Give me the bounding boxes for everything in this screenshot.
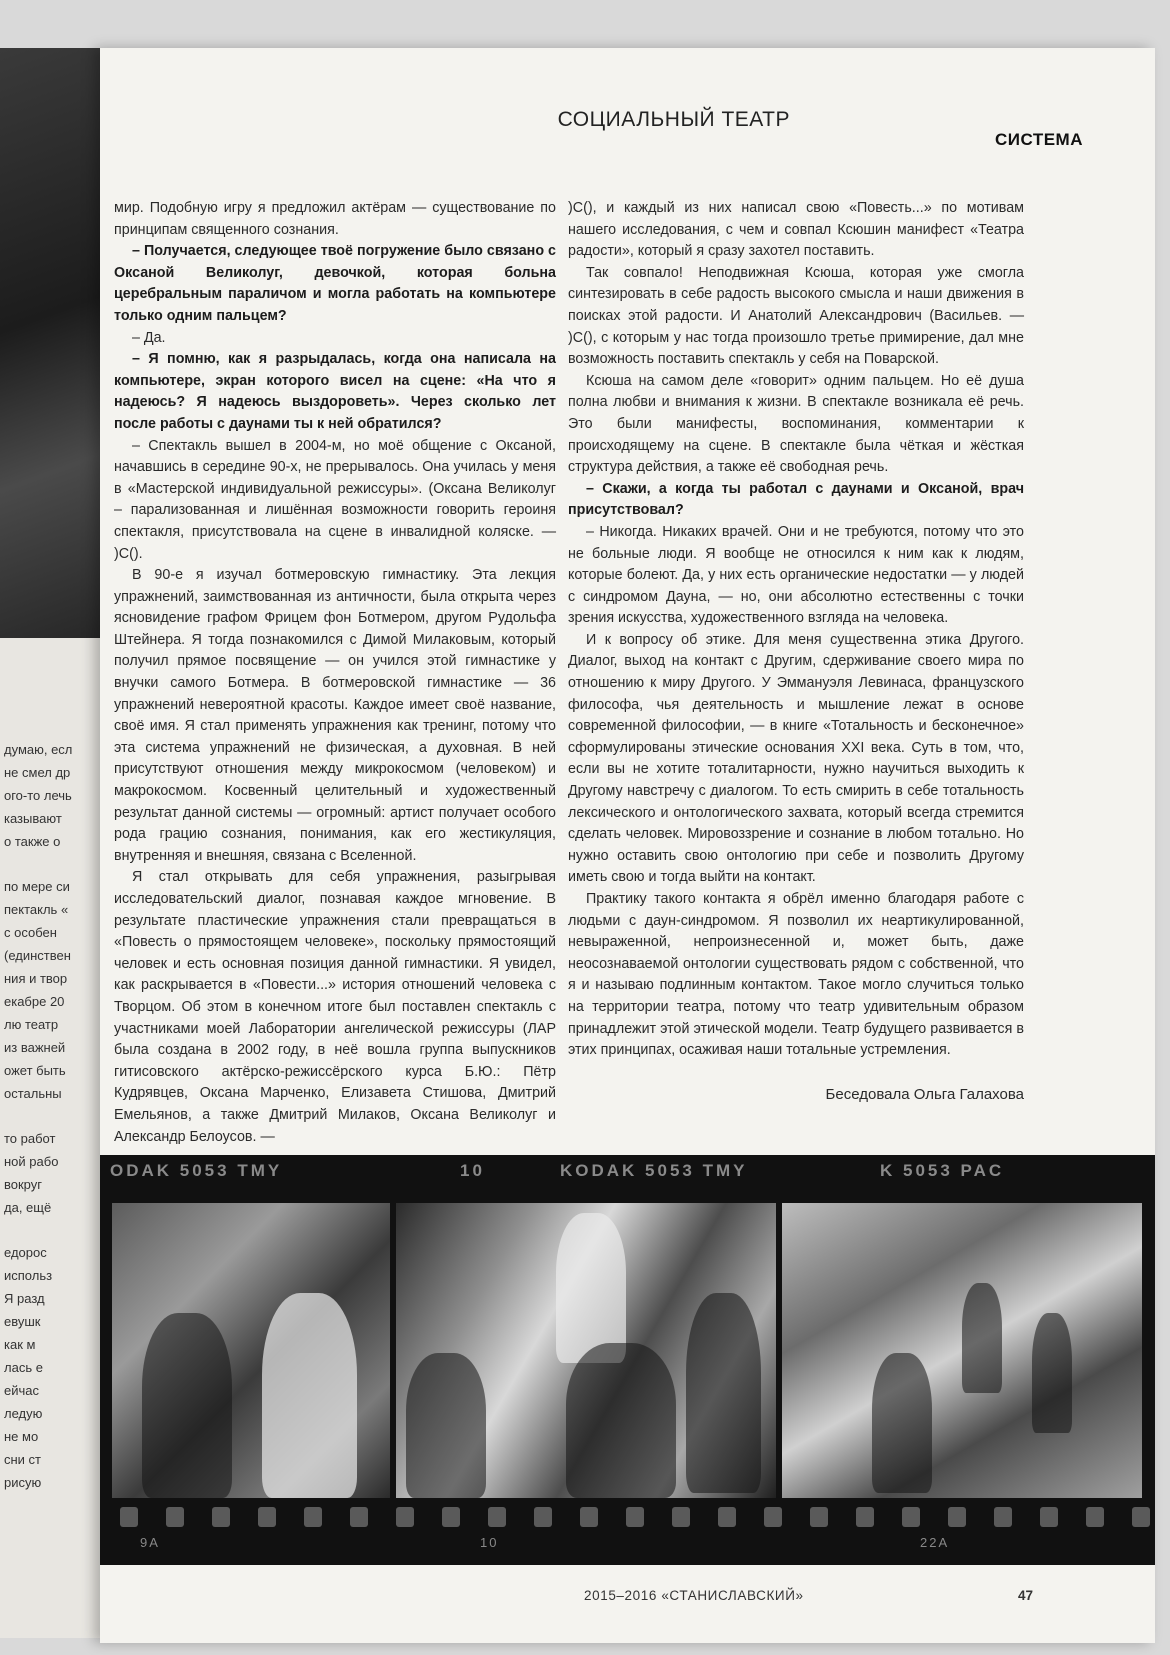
sprocket-hole bbox=[534, 1507, 552, 1527]
photo-frame-2 bbox=[396, 1203, 776, 1498]
previous-page-line: казывают bbox=[4, 811, 62, 826]
film-frame-number: 10 bbox=[480, 1535, 499, 1550]
sprocket-hole bbox=[810, 1507, 828, 1527]
previous-page-line: едорос bbox=[4, 1245, 47, 1260]
previous-page-line: (единствен bbox=[4, 948, 71, 963]
sprocket-hole bbox=[672, 1507, 690, 1527]
interview-question: – Я помню, как я разрыдалась, когда она написала на компьютере, экран которого висел на сцене: «На что я надеюсь? Я надеюсь выздороветь». Через сколько лет после работы с даунами ты к ней обратился? bbox=[114, 351, 556, 432]
film-frame-number: 9A bbox=[140, 1535, 160, 1550]
sprocket-hole bbox=[764, 1507, 782, 1527]
previous-page-line: то работ bbox=[4, 1131, 56, 1146]
sprocket-hole bbox=[120, 1507, 138, 1527]
interview-paragraph: Так совпало! Неподвижная Ксюша, которая уже смогла синтезировать в себе радость высокого смысла и наши движения в поисках этой радости. И Анатолий Александрович (Васильев. — )C(), с которым у нас тогда произошло третье примирение, дал мне возможность поставить спектакль у себя на Поварской. bbox=[568, 264, 1024, 368]
interview-paragraph: мир. Подобную игру я предложил актёрам — существование по принципам священного сознания. bbox=[114, 200, 556, 238]
previous-page-line: вокруг bbox=[4, 1177, 43, 1192]
interview-paragraph: – Спектакль вышел в 2004-м, но моё общение с Оксаной, начавшись в середине 90-х, не прерывалось. Она училась у меня в «Мастерской индивидуальной режиссуры». (Оксана Великолуг – парализованная и лишённая возможности говорить героиня спектакля, присутствовала на сцене в инвалидной коляске. — )C(). bbox=[114, 437, 556, 562]
sprocket-hole bbox=[258, 1507, 276, 1527]
sprocket-hole bbox=[304, 1507, 322, 1527]
interview-paragraph: )C(), и каждый из них написал свою «Повесть...» по мотивам нашего исследования, с чем и совпал Ксюшин манифест «Театра радости», который я сразу захотел поставить. bbox=[568, 200, 1024, 260]
journal-title: 2015–2016 «СТАНИСЛАВСКИЙ» bbox=[584, 1588, 804, 1603]
previous-page-line: думаю, есл bbox=[4, 742, 73, 757]
sprocket-hole bbox=[1040, 1507, 1058, 1527]
interview-paragraph: Практику такого контакта я обрёл именно благодаря работе с людьми с даун-синдромом. Я позволил их неартикулированной, невыраженной, непроизнесенной и, может быть, даже неосознаваемой онтологии существовать рядом с собственной, что я и называю подлинным контактом. Такое могло случиться только на территории театра, потому что театр удивительным образом принадлежит этой этической модели. Театр будущего развивается в этих принципах, осаживая наши тотальные устремления. bbox=[568, 891, 1024, 1059]
previous-page-line: ожет быть bbox=[4, 1063, 66, 1078]
previous-page-line: как м bbox=[4, 1337, 36, 1352]
sprocket-hole bbox=[902, 1507, 920, 1527]
previous-page-line: о также о bbox=[4, 834, 61, 849]
left-column bbox=[114, 198, 556, 1148]
sprocket-hole bbox=[1132, 1507, 1150, 1527]
previous-page-line: ния и твор bbox=[4, 971, 68, 986]
rubric-title: СИСТЕМА bbox=[994, 130, 1083, 149]
sprocket-hole bbox=[994, 1507, 1012, 1527]
sprocket-hole bbox=[396, 1507, 414, 1527]
previous-page-line: ейчас bbox=[4, 1383, 39, 1398]
previous-page-line: с особен bbox=[4, 925, 57, 940]
sprocket-hole bbox=[350, 1507, 368, 1527]
previous-page-line: ледую bbox=[4, 1406, 43, 1421]
right-column bbox=[568, 198, 1024, 1105]
previous-page-text bbox=[4, 738, 114, 1494]
film-sprocket-holes bbox=[100, 1507, 1155, 1529]
previous-page-line: лю театр bbox=[4, 1017, 59, 1032]
sprocket-hole bbox=[718, 1507, 736, 1527]
previous-page-line: ого-то лечь bbox=[4, 788, 72, 803]
previous-page-line: лась е bbox=[4, 1360, 43, 1375]
interview-paragraph: Я стал открывать для себя упражнения, разыгрывая исследовательский диалог, познавая каждое мгновение. В результате пластические упражнения стали превращаться в «Повесть о прямостоящем человеке», поскольку прямостоящий человек и есть основная позиция данной гимнастики. Я увидел, как раскрывается в «Повести...» история отношений человека с Творцом. Об этом в конечном итоге был поставлен спектакль с участниками моей Лаборатории ангелической режиссуры (ЛАР была создана в 2002 году, в неё вошла группа выпускников гитисовского актёрско-режиссёрского курса Б.Ю.: Пётр Кудрявцев, Оксана Марченко, Елизавета Стишова, Дмитрий Емельянов, а также Дмитрий Милаков, Оксана Великолуг и Александр Белоусов. — bbox=[114, 869, 556, 1145]
interview-question: – Получается, следующее твоё погружение было связано с Оксаной Великолуг, девочкой, которая больна церебральным параличом и могла работать на компьютере только одним пальцем? bbox=[114, 243, 556, 324]
interview-paragraph: Ксюша на самом деле «говорит» одним пальцем. Но её душа полна любви и внимания к жизни. В спектакле возникала её речь. Это были манифесты, воспоминания, комментарии к происходящему на сцене. В спектакле была чёткая и жёсткая структура действия, а также её свободная речь. bbox=[568, 372, 1024, 476]
previous-page-line: ной рабо bbox=[4, 1154, 59, 1169]
film-edge-label: ODAK 5053 TMY bbox=[110, 1161, 283, 1180]
sprocket-hole bbox=[580, 1507, 598, 1527]
film-frame-number: 22A bbox=[920, 1535, 950, 1550]
sprocket-hole bbox=[166, 1507, 184, 1527]
interview-paragraph: В 90-е я изучал ботмеровскую гимнастику. Эта лекция упражнений, заимствованная из античности, была открыта через ясновидение графом Фрицем фон Ботмером, другом Рудольфа Штейнера. Я тогда познакомился с Димой Милаковым, который получил прямое посвящение — он учился этой гимнастике у внучки самого Ботмера. В ботмеровской гимнастике — 36 упражнений невероятной красоты. Каждое имеет своё название, своё имя. Я стал применять упражнения как тренинг, потому что эта система упражнений не физическая, а духовная. В ней присутствуют отношения между микрокосмом (человеком) и макрокосмом. Косвенный целительный и художественный результат данной системы — огромный: артист получает особого рода грацию сознания, понимания, как его жестикуляция, внутренняя и внешняя, связана с Вселенной. bbox=[114, 567, 556, 864]
film-edge-label: KODAK 5053 TMY bbox=[560, 1161, 748, 1180]
film-edge-label: K 5053 PAC bbox=[880, 1161, 1005, 1180]
previous-page-line: сни ст bbox=[4, 1452, 42, 1467]
sprocket-hole bbox=[212, 1507, 230, 1527]
sprocket-hole bbox=[626, 1507, 644, 1527]
film-strip bbox=[100, 1155, 1155, 1565]
sprocket-hole bbox=[488, 1507, 506, 1527]
previous-page-line: не смел др bbox=[4, 765, 71, 780]
interviewer-signature: Беседовала Ольга Галахова bbox=[825, 1085, 1024, 1103]
previous-page-line: евушк bbox=[4, 1314, 41, 1329]
sprocket-hole bbox=[856, 1507, 874, 1527]
photo-frame-1 bbox=[112, 1203, 390, 1498]
photo-frame-3 bbox=[782, 1203, 1142, 1498]
previous-page-line: пектакль « bbox=[4, 902, 69, 917]
interview-paragraph: – Никогда. Никаких врачей. Они и не требуются, потому что это не больные люди. Я вообще не относился к ним как к людям, которые болеют. Да, у них есть органические недостатки — у людей с синдромом Дауна, — но, они абсолютно естественны с точки зрения искусства, художественного взгляда на человека. bbox=[568, 523, 1024, 627]
previous-page-line: по мере си bbox=[4, 879, 70, 894]
magazine-page bbox=[100, 48, 1155, 1643]
page-number: 47 bbox=[1017, 1588, 1033, 1603]
previous-page-line: рисую bbox=[4, 1475, 42, 1490]
film-edge-label: 10 bbox=[460, 1161, 485, 1180]
previous-page-line: использ bbox=[4, 1268, 53, 1283]
interview-paragraph: – Да. bbox=[132, 329, 166, 346]
sprocket-hole bbox=[1086, 1507, 1104, 1527]
previous-page-line: екабре 20 bbox=[4, 994, 65, 1009]
previous-page-line: не мо bbox=[4, 1429, 39, 1444]
sprocket-hole bbox=[442, 1507, 460, 1527]
interview-question: – Скажи, а когда ты работал с даунами и Оксаной, врач присутствовал? bbox=[568, 480, 1024, 519]
previous-page-line: остальны bbox=[4, 1086, 62, 1101]
previous-page-line: Я разд bbox=[4, 1291, 45, 1306]
section-title: СОЦИАЛЬНЫЙ ТЕАТР bbox=[557, 108, 790, 131]
previous-page-line: да, ещё bbox=[4, 1200, 52, 1215]
interview-paragraph: И к вопросу об этике. Для меня существенна этика Другого. Диалог, выход на контакт с Другим, сдерживание своего мира по отношению к миру Другого. У Эммануэля Левинаса, французского философа, чья деятельность и мышление лежат в основе современной философии, — в книге «Тотальность и бесконечное» сформулированы этические основания XXI века. Суть в том, что, если вы не хотите тоталитарности, нужно научиться выходить к Другому навстречу с диалогом. То есть смирить в себе тотальность лексического и онтологического захвата, который всегда стремится сделать человек. Мировоззрение и сознание в любом тотально. Но нужно оставить свою онтологию при себе и позволить Другому иметь свою и тогда выйти на контакт. bbox=[568, 631, 1024, 886]
sprocket-hole bbox=[948, 1507, 966, 1527]
previous-page-line: из важней bbox=[4, 1040, 66, 1055]
